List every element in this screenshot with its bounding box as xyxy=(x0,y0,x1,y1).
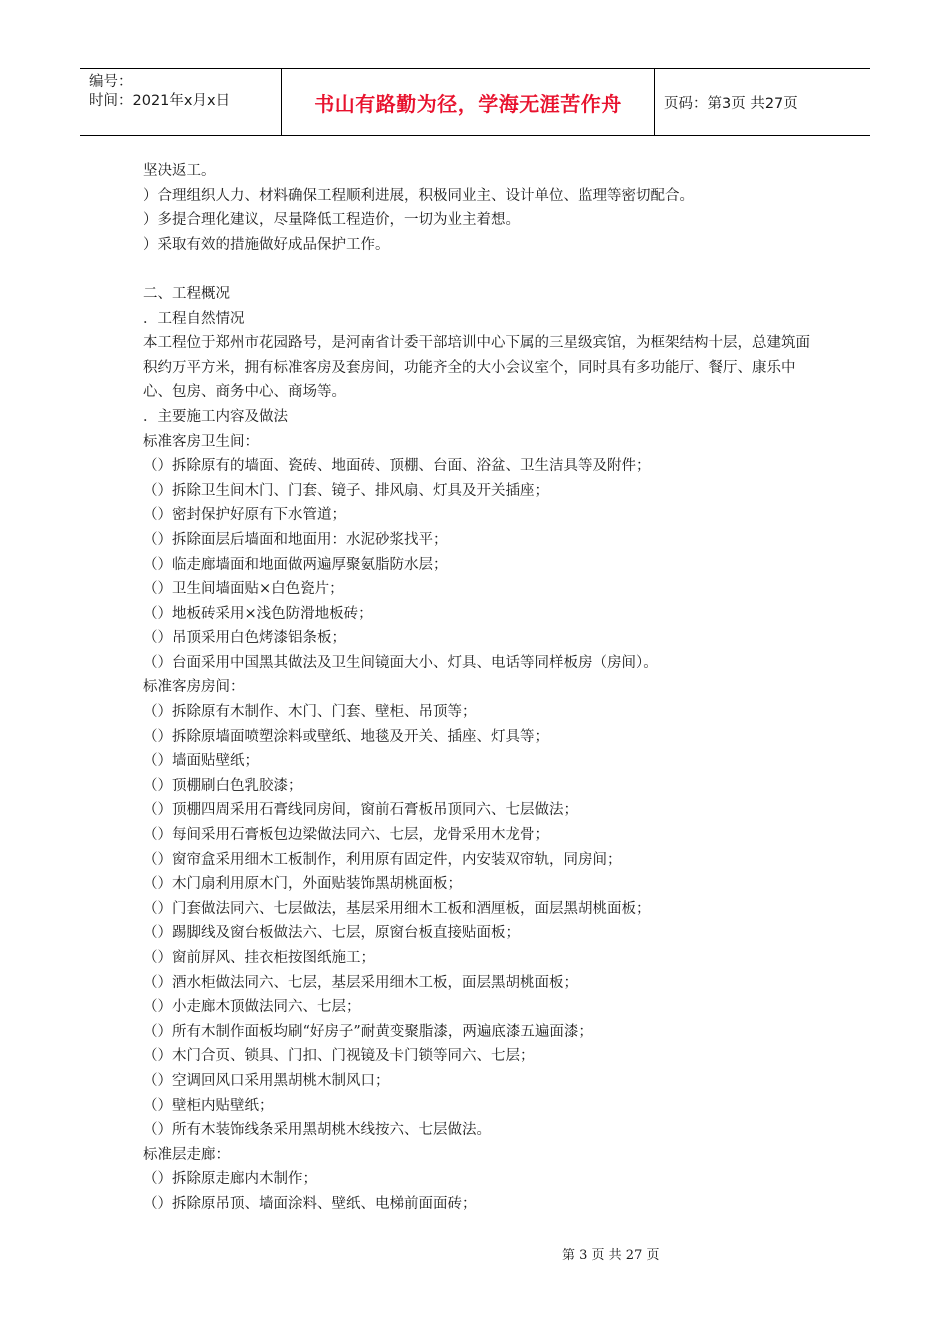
text-line: （）酒水柜做法同六、七层，基层采用细木工板，面层黑胡桃面板； xyxy=(143,974,578,991)
text-line: （）拆除面层后墙面和地面用：水泥砂浆找平； xyxy=(143,531,448,548)
text-line: （）木门扇利用原木门，外面贴装饰黑胡桃面板； xyxy=(143,876,462,893)
header-page-number: 页码：第3页 共27页 xyxy=(664,95,798,112)
text-line: （）空调回风口采用黑胡桃木制风口； xyxy=(143,1072,390,1089)
text-line: （）墙面贴壁纸； xyxy=(143,753,259,770)
document-body xyxy=(143,159,823,1217)
text-line: 标准客房卫生间： xyxy=(143,433,259,450)
text-line: （）窗前屏风、挂衣柜按图纸施工； xyxy=(143,950,375,966)
text-line: （）踢脚线及窗台板做法六、七层，原窗台板直接贴面板； xyxy=(143,925,520,942)
text-line: （）拆除原有的墙面、瓷砖、地面砖、顶棚、台面、浴盆、卫生洁具等及附件； xyxy=(143,458,651,475)
text-line: （）小走廊木顶做法同六、七层； xyxy=(143,999,361,1016)
text-line: ．工程自然情况 xyxy=(143,310,245,327)
text-line: （）所有木制作面板均刷“好房子”耐黄变聚脂漆，两遍底漆五遍面漆； xyxy=(143,1023,593,1040)
text-line: 坚决返工。 xyxy=(143,163,216,179)
page-header xyxy=(80,68,870,136)
header-info-cell xyxy=(80,69,282,135)
text-line: ．主要施工内容及做法 xyxy=(143,408,288,425)
text-line: （）顶棚刷白色乳胶漆； xyxy=(143,777,303,794)
text-line: （）拆除原有木制作、木门、门套、壁柜、吊顶等； xyxy=(143,704,477,721)
footer-page-number: 第 3 页 共 27 页 xyxy=(562,1248,660,1263)
text-line: （）顶棚四周采用石膏线同房间，窗前石膏板吊顶同六、七层做法； xyxy=(143,802,578,819)
text-line: （）拆除原墙面喷塑涂料或壁纸、地毯及开关、插座、灯具等； xyxy=(143,728,549,745)
header-motto: 书山有路勤为径，学海无涯苦作舟 xyxy=(282,69,655,135)
text-line: （）所有木装饰线条采用黑胡桃木线按六、七层做法。 xyxy=(143,1122,491,1139)
text-line: ）多提合理化建议，尽量降低工程造价，一切为业主着想。 xyxy=(143,212,520,229)
text-line: （）壁柜内贴壁纸； xyxy=(143,1097,274,1114)
text-line: 标准客房房间： xyxy=(143,679,245,696)
text-line: ）采取有效的措施做好成品保护工作。 xyxy=(143,236,390,253)
text-line: 标准层走廊： xyxy=(143,1146,230,1163)
blank-line xyxy=(143,257,823,282)
text-line: （）临走廊墙面和地面做两遍厚聚氨脂防水层； xyxy=(143,556,448,573)
text-line: （）台面采用中国黑其做法及卫生间镜面大小、灯具、电话等同样板房（房间）。 xyxy=(143,654,658,671)
text-line: （）木门合页、锁具、门扣、门视镜及卡门锁等同六、七层； xyxy=(143,1048,535,1065)
text-line: （）吊顶采用白色烤漆铝条板； xyxy=(143,630,346,647)
text-line: （）拆除卫生间木门、门套、镜子、排风扇、灯具及开关插座； xyxy=(143,482,549,499)
text-line: （）每间采用石膏板包边梁做法同六、七层，龙骨采用木龙骨； xyxy=(143,827,549,844)
text-line: 二、工程概况 xyxy=(143,285,230,302)
text-line: （）地板砖采用×浅色防滑地板砖； xyxy=(143,605,373,622)
text-line: 本工程位于郑州市花园路号，是河南省计委干部培训中心下属的三星级宾馆，为框架结构十层，总建筑面积约万平方米，拥有标准客房及套房间，功能齐全的大小会议室个，同时具有多功能厅、餐厅、康乐中心、包房、商务中心、商场等。 xyxy=(143,335,810,401)
document-number-label: 编号： xyxy=(89,74,133,90)
text-line: ）合理组织人力、材料确保工程顺利进展，积极同业主、设计单位、监理等密切配合。 xyxy=(143,187,694,204)
text-line: （）门套做法同六、七层做法，基层采用细木工板和酒厘板，面层黑胡桃面板； xyxy=(143,900,651,917)
text-line: （）卫生间墙面贴×白色瓷片； xyxy=(143,581,344,598)
text-line: （）拆除原走廊内木制作； xyxy=(143,1171,317,1188)
text-line: （）窗帘盒采用细木工板制作，利用原有固定件，内安装双帘轨，同房间； xyxy=(143,851,622,868)
text-line: （）密封保护好原有下水管道； xyxy=(143,507,346,524)
text-line: （）拆除原吊顶、墙面涂料、壁纸、电梯前面面砖； xyxy=(143,1195,477,1212)
document-date-label: 时间：2021年x月x日 xyxy=(89,93,231,109)
page-footer xyxy=(0,1244,950,1263)
